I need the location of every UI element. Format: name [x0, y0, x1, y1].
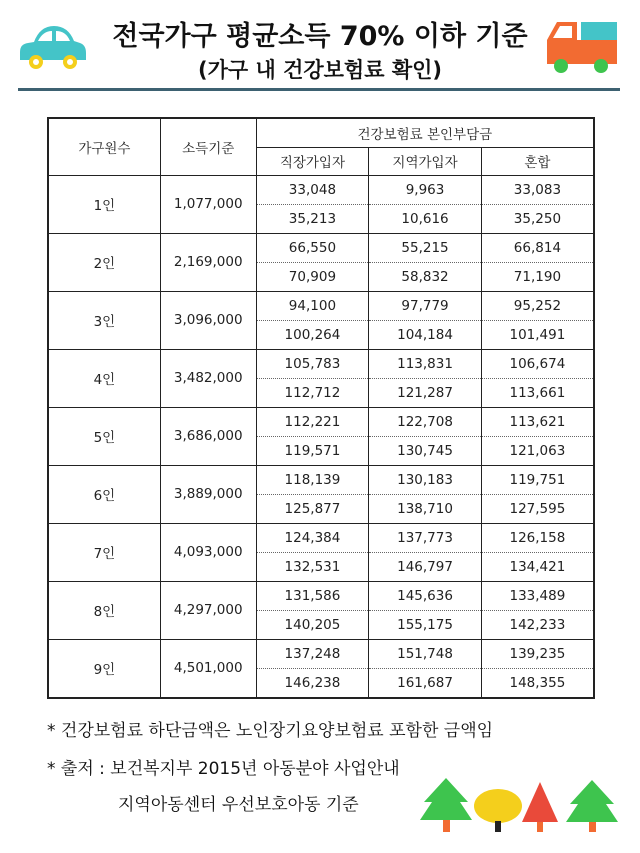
- mixed-cell: 113,661: [481, 378, 594, 407]
- employee-cell: 137,248: [256, 639, 369, 668]
- employee-cell: 112,712: [256, 378, 369, 407]
- green-tree-icon: [566, 780, 618, 832]
- regional-cell: 146,797: [369, 552, 482, 581]
- household-cell: 8인: [48, 581, 160, 639]
- regional-cell: 130,183: [369, 465, 482, 494]
- income-cell: 3,482,000: [160, 349, 256, 407]
- mixed-cell: 121,063: [481, 436, 594, 465]
- table-row: [48, 291, 594, 320]
- regional-cell: 138,710: [369, 494, 482, 523]
- regional-cell: 9,963: [369, 175, 482, 204]
- employee-cell: 112,221: [256, 407, 369, 436]
- car-icon: [16, 22, 88, 72]
- household-cell: 6인: [48, 465, 160, 523]
- household-cell: 7인: [48, 523, 160, 581]
- household-cell: 3인: [48, 291, 160, 349]
- page-subtitle: (가구 내 건강보험료 확인): [198, 58, 442, 82]
- employee-cell: 100,264: [256, 320, 369, 349]
- yellow-tree-icon: [474, 789, 522, 832]
- mixed-cell: 101,491: [481, 320, 594, 349]
- employee-cell: 119,571: [256, 436, 369, 465]
- regional-cell: 161,687: [369, 668, 482, 698]
- table-row: [48, 639, 594, 668]
- household-cell: 5인: [48, 407, 160, 465]
- employee-cell: 33,048: [256, 175, 369, 204]
- table-row: [48, 581, 594, 610]
- regional-cell: 121,287: [369, 378, 482, 407]
- regional-cell: 58,832: [369, 262, 482, 291]
- regional-cell: 113,831: [369, 349, 482, 378]
- green-tree-icon: [420, 778, 472, 832]
- regional-cell: 130,745: [369, 436, 482, 465]
- trees-decoration: [420, 776, 620, 838]
- table-row: [48, 407, 594, 436]
- household-cell: 9인: [48, 639, 160, 698]
- header-premium-group: 건강보험료 본인부담금: [256, 118, 594, 147]
- regional-cell: 151,748: [369, 639, 482, 668]
- mixed-cell: 71,190: [481, 262, 594, 291]
- employee-cell: 118,139: [256, 465, 369, 494]
- footnote-source-detail: 지역아동센터 우선보호아동 기준: [118, 795, 359, 815]
- employee-cell: 105,783: [256, 349, 369, 378]
- header-regional: 지역가입자: [369, 147, 482, 175]
- employee-cell: 94,100: [256, 291, 369, 320]
- employee-cell: 35,213: [256, 204, 369, 233]
- employee-cell: 132,531: [256, 552, 369, 581]
- header-income: 소득기준: [160, 118, 256, 175]
- mixed-cell: 119,751: [481, 465, 594, 494]
- employee-cell: 140,205: [256, 610, 369, 639]
- regional-cell: 137,773: [369, 523, 482, 552]
- employee-cell: 146,238: [256, 668, 369, 698]
- mixed-cell: 33,083: [481, 175, 594, 204]
- mixed-cell: 106,674: [481, 349, 594, 378]
- mixed-cell: 134,421: [481, 552, 594, 581]
- header-rule: [18, 88, 620, 91]
- employee-cell: 66,550: [256, 233, 369, 262]
- income-cell: 4,501,000: [160, 639, 256, 698]
- header-mixed: 혼합: [481, 147, 594, 175]
- red-tree-icon: [522, 782, 558, 832]
- footnote-premium: * 건강보험료 하단금액은 노인장기요양보험료 포함한 금액임: [47, 721, 494, 741]
- regional-cell: 10,616: [369, 204, 482, 233]
- mixed-cell: 148,355: [481, 668, 594, 698]
- income-cell: 4,093,000: [160, 523, 256, 581]
- regional-cell: 97,779: [369, 291, 482, 320]
- truck-icon: [543, 18, 623, 74]
- income-cell: 2,169,000: [160, 233, 256, 291]
- employee-cell: 125,877: [256, 494, 369, 523]
- page-title: 전국가구 평균소득 70% 이하 기준: [112, 21, 528, 52]
- mixed-cell: 113,621: [481, 407, 594, 436]
- income-premium-table: [47, 117, 595, 699]
- regional-cell: 155,175: [369, 610, 482, 639]
- household-cell: 1인: [48, 175, 160, 233]
- regional-cell: 55,215: [369, 233, 482, 262]
- table-row: [48, 349, 594, 378]
- employee-cell: 70,909: [256, 262, 369, 291]
- mixed-cell: 133,489: [481, 581, 594, 610]
- mixed-cell: 66,814: [481, 233, 594, 262]
- employee-cell: 131,586: [256, 581, 369, 610]
- footnote-source: * 출저 : 보건복지부 2015년 아동분야 사업안내: [47, 759, 400, 779]
- header-household: 가구원수: [48, 118, 160, 175]
- mixed-cell: 95,252: [481, 291, 594, 320]
- income-cell: 3,096,000: [160, 291, 256, 349]
- regional-cell: 122,708: [369, 407, 482, 436]
- household-cell: 4인: [48, 349, 160, 407]
- income-cell: 1,077,000: [160, 175, 256, 233]
- mixed-cell: 126,158: [481, 523, 594, 552]
- table-row: [48, 523, 594, 552]
- mixed-cell: 127,595: [481, 494, 594, 523]
- table-row: [48, 175, 594, 204]
- income-cell: 3,686,000: [160, 407, 256, 465]
- table-row: [48, 233, 594, 262]
- regional-cell: 104,184: [369, 320, 482, 349]
- mixed-cell: 35,250: [481, 204, 594, 233]
- mixed-cell: 139,235: [481, 639, 594, 668]
- income-cell: 3,889,000: [160, 465, 256, 523]
- employee-cell: 124,384: [256, 523, 369, 552]
- table-row: [48, 465, 594, 494]
- header-employee: 직장가입자: [256, 147, 369, 175]
- regional-cell: 145,636: [369, 581, 482, 610]
- income-cell: 4,297,000: [160, 581, 256, 639]
- mixed-cell: 142,233: [481, 610, 594, 639]
- household-cell: 2인: [48, 233, 160, 291]
